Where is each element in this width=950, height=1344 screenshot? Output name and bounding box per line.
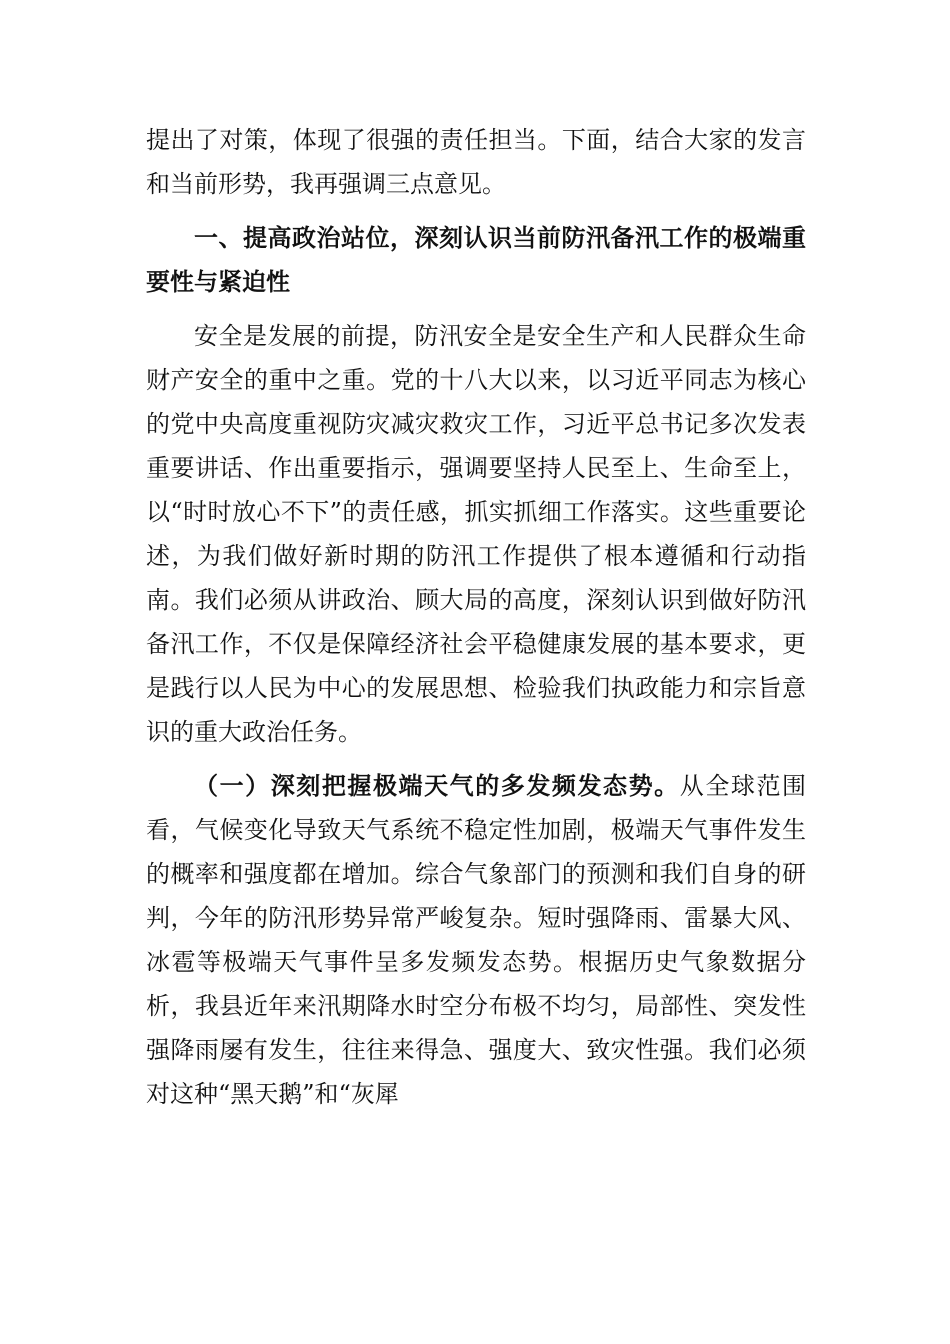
document-body (146, 118, 806, 1116)
paragraph-political-importance: 安全是发展的前提，防汛安全是安全生产和人民群众生命财产安全的重中之重。党的十八大以来，以习近平同志为核心的党中央高度重视防灾减灾救灾工作，习近平总书记多次发表重要讲话、作出重要指示，强调要坚持人民至上、生命至上，以“时时放心不下”的责任感，抓实抓细工作落实。这些重要论述，为我们做好新时期的防汛工作提供了根本遵循和行动指南。我们必须从讲政治、顾大局的高度，深刻认识到做好防汛备汛工作，不仅是保障经济社会平稳健康发展的基本要求，更是践行以人民为中心的发展思想、检验我们执政能力和宗旨意识的重大政治任务。 (146, 322, 806, 746)
paragraph-extreme-weather (146, 764, 806, 1116)
paragraph-intro: 提出了对策，体现了很强的责任担当。下面，结合大家的发言和当前形势，我再强调三点意见。 (146, 126, 806, 198)
section-heading-1: 一、提高政治站位，深刻认识当前防汛备汛工作的极端重要性与紧迫性 (146, 224, 806, 296)
subsection-body-1: 从全球范围看，气候变化导致天气系统不稳定性加剧，极端天气事件发生的概率和强度都在增加。综合气象部门的预测和我们自身的研判，今年的防汛形势异常严峻复杂。短时强降雨、雷暴大风、冰雹等极端天气事件呈多发频发态势。根据历史气象数据分析，我县近年来汛期降水时空分布极不均匀，局部性、突发性强降雨屡有发生，往往来得急、强度大、致灾性强。我们必须对这种“黑天鹅”和“灰犀 (146, 772, 807, 1108)
subsection-heading-1: （一）深刻把握极端天气的多发频发态势。 (194, 772, 680, 800)
